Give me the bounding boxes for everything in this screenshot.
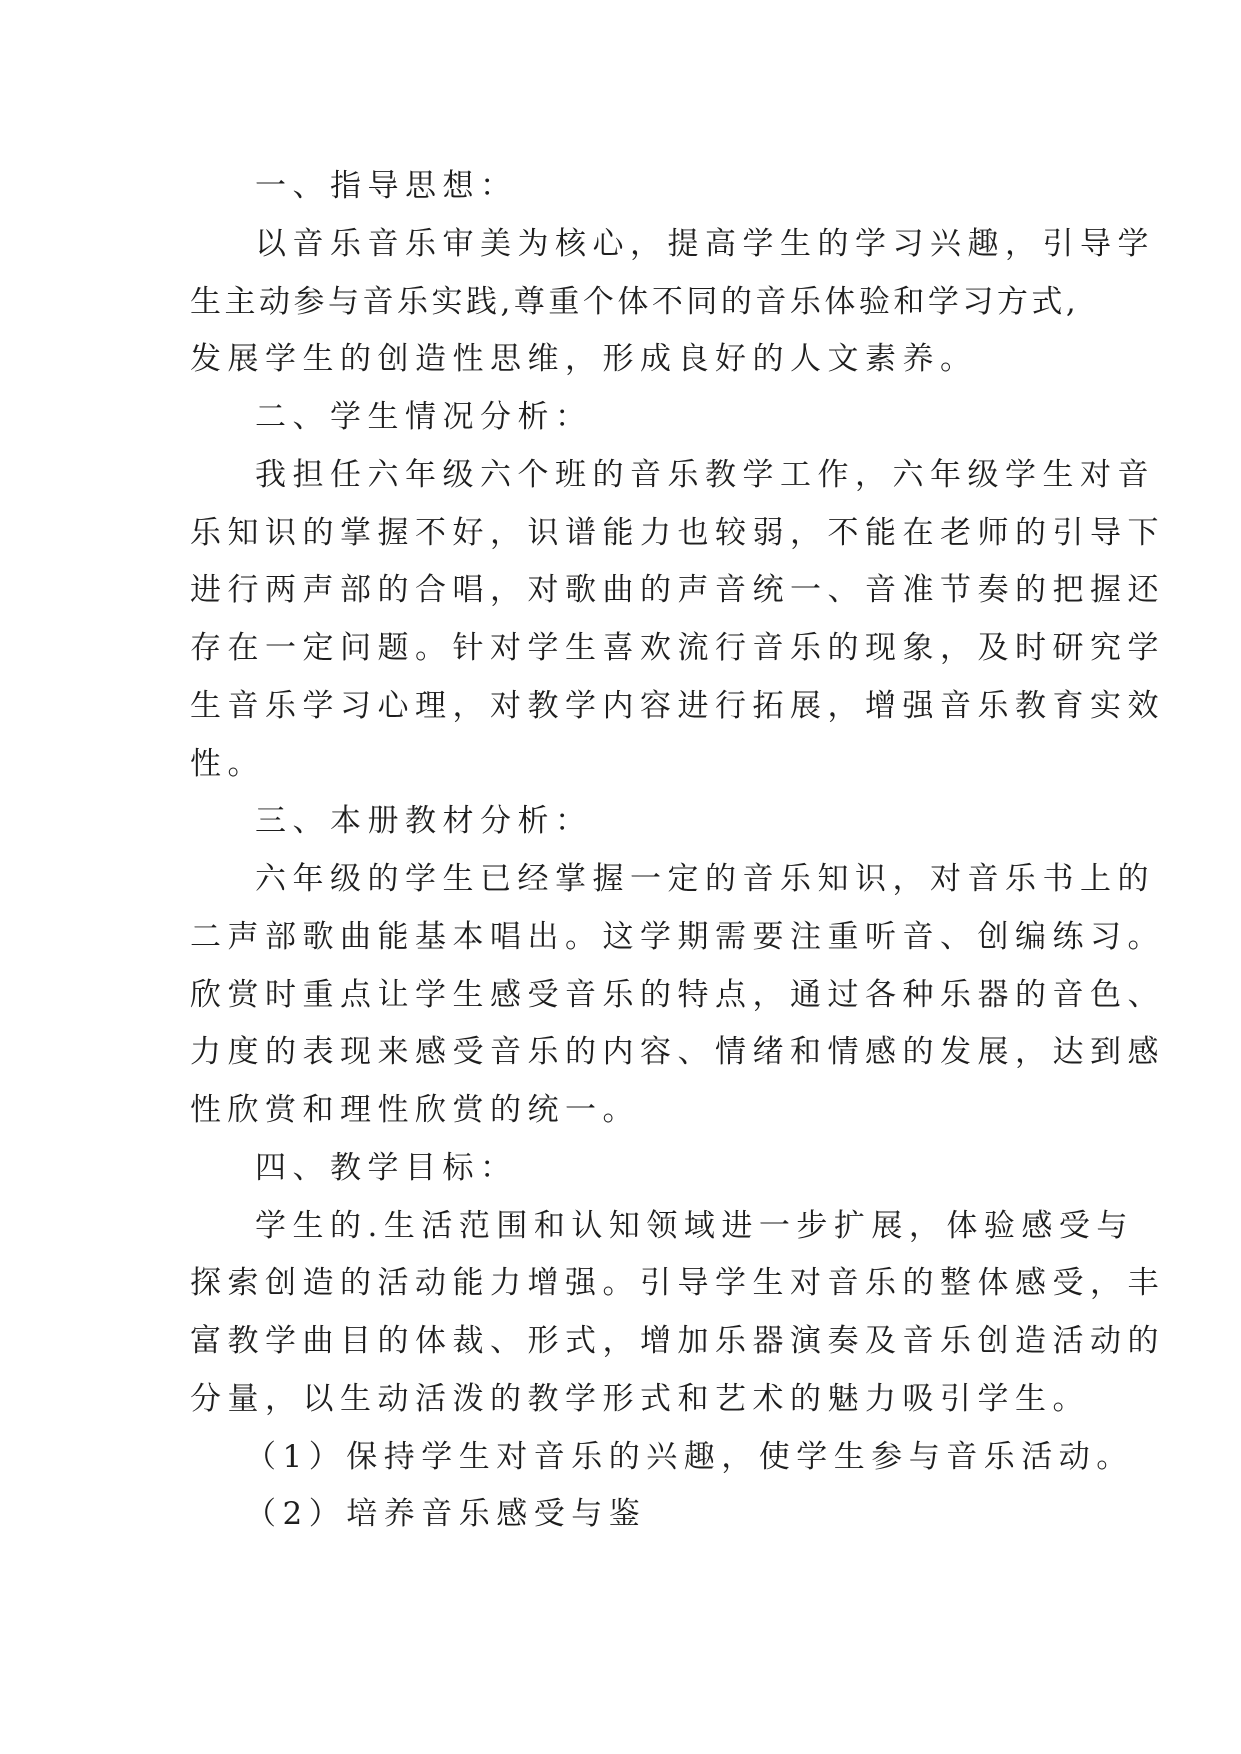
paragraph-line: 发展学生的创造性思维，形成良好的人文素养。 bbox=[190, 341, 978, 377]
heading-student-analysis: 二、学生情况分析： bbox=[255, 399, 593, 435]
paragraph-line: 六年级的学生已经掌握一定的音乐知识，对音乐书上的 bbox=[255, 861, 1155, 897]
heading-teaching-goals: 四、教学目标： bbox=[255, 1150, 518, 1186]
paragraph-line: 力度的表现来感受音乐的内容、情绪和情感的发展，达到感 bbox=[190, 1034, 1165, 1070]
paragraph-line: 欣赏时重点让学生感受音乐的特点，通过各种乐器的音色、 bbox=[190, 977, 1165, 1013]
paragraph-line: 富教学曲目的体裁、形式，增加乐器演奏及音乐创造活动的 bbox=[190, 1323, 1165, 1359]
list-item-1: （1）保持学生对音乐的兴趣，使学生参与音乐活动。 bbox=[245, 1439, 1134, 1475]
paragraph-line: 乐知识的掌握不好，识谱能力也较弱，不能在老师的引导下 bbox=[190, 515, 1165, 551]
paragraph-line: 生主动参与音乐实践,尊重个体不同的音乐体验和学习方式, bbox=[190, 284, 1080, 320]
list-item-2: （2）培养音乐感受与鉴 bbox=[245, 1496, 647, 1532]
paragraph-line: 性。 bbox=[190, 746, 265, 782]
paragraph-line: 存在一定问题。针对学生喜欢流行音乐的现象，及时研究学 bbox=[190, 630, 1165, 666]
paragraph-line: 学生的.生活范围和认知领域进一步扩展，体验感受与 bbox=[255, 1208, 1134, 1244]
paragraph-line: 我担任六年级六个班的音乐教学工作，六年级学生对音 bbox=[255, 457, 1155, 493]
paragraph-line: 以音乐音乐审美为核心，提高学生的学习兴趣，引导学 bbox=[255, 226, 1155, 262]
paragraph-line: 探索创造的活动能力增强。引导学生对音乐的整体感受，丰 bbox=[190, 1265, 1165, 1301]
paragraph-line: 分量，以生动活泼的教学形式和艺术的魅力吸引学生。 bbox=[190, 1381, 1090, 1417]
paragraph-line: 二声部歌曲能基本唱出。这学期需要注重听音、创编练习。 bbox=[190, 919, 1165, 955]
paragraph-line: 性欣赏和理性欣赏的统一。 bbox=[190, 1092, 640, 1128]
heading-guiding-ideology: 一、指导思想： bbox=[255, 168, 518, 204]
heading-textbook-analysis: 三、本册教材分析： bbox=[255, 803, 593, 839]
paragraph-line: 生音乐学习心理，对教学内容进行拓展，增强音乐教育实效 bbox=[190, 688, 1165, 724]
paragraph-line: 进行两声部的合唱，对歌曲的声音统一、音准节奏的把握还 bbox=[190, 572, 1165, 608]
